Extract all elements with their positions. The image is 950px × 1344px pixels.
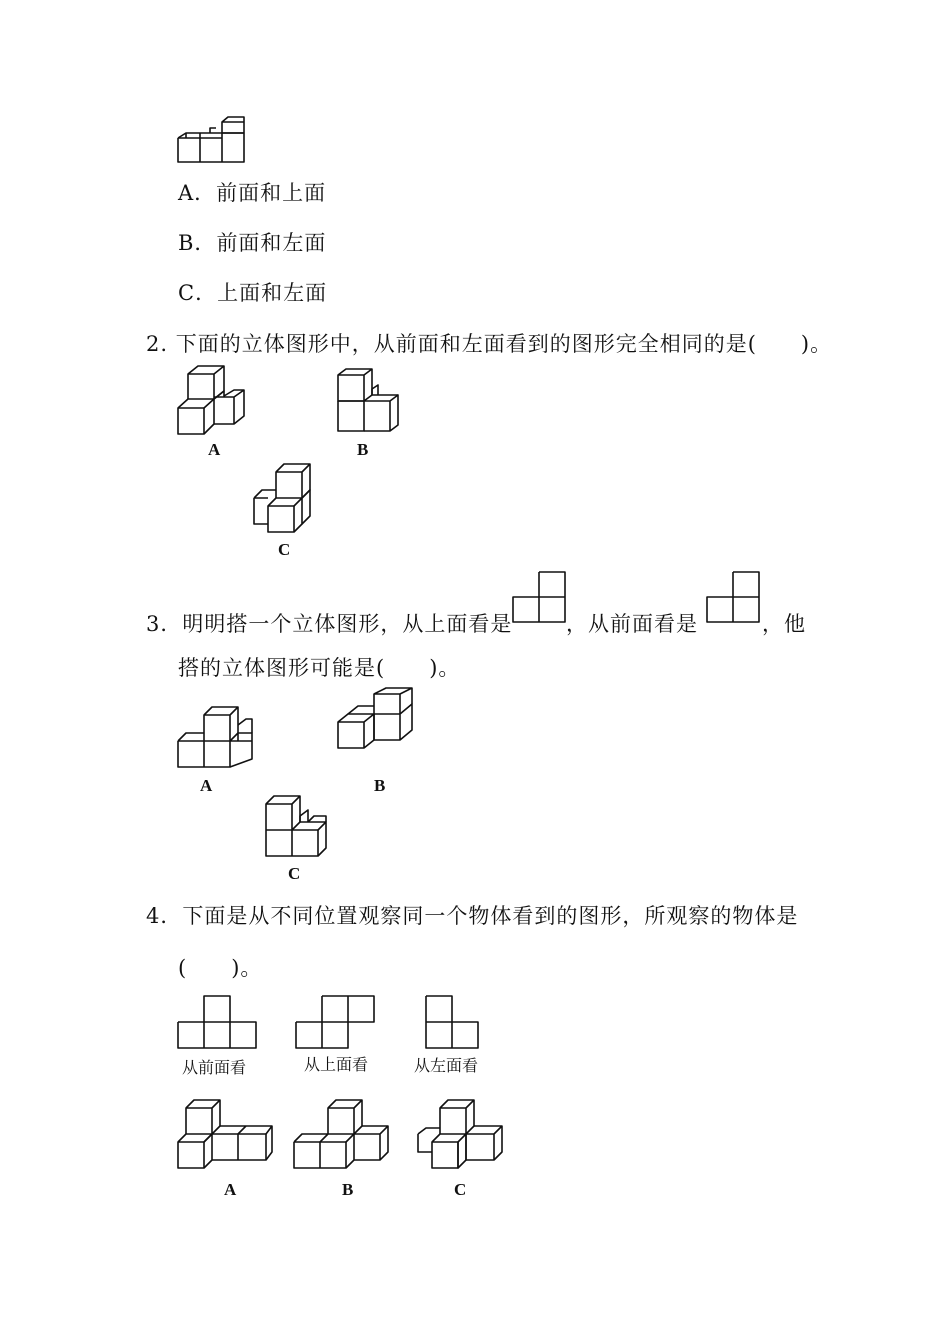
q3-line1-part2: ，从前面看是 — [566, 612, 698, 636]
q3-front-view-icon — [706, 570, 762, 624]
q2-label-b: B — [357, 440, 369, 459]
q2-label-a: A — [208, 440, 221, 459]
option-letter: C． — [178, 281, 218, 305]
q4-line2: ( )。 — [178, 956, 263, 980]
q4-label-c: C — [454, 1180, 467, 1199]
option-letter: A． — [178, 181, 217, 205]
option-text: 前面和左面 — [216, 231, 327, 255]
q2-text: 2. 下面的立体图形中，从前面和左面看到的图形完全相同的是( )。 — [146, 332, 833, 356]
q3-figure-b[interactable] — [336, 686, 416, 764]
q3-figure-c[interactable] — [264, 794, 334, 860]
q4-left-view — [424, 996, 482, 1052]
q3-label-c: C — [288, 864, 301, 883]
q4-label-a: A — [224, 1180, 237, 1199]
q4-top-view-caption: 从上面看 — [304, 1055, 369, 1074]
q4-figure-a[interactable] — [176, 1094, 280, 1172]
q4-front-view — [176, 996, 258, 1052]
q1-option-a[interactable] — [178, 177, 326, 207]
q4-front-view-caption: 从前面看 — [182, 1058, 247, 1077]
q1-option-c[interactable] — [178, 277, 327, 307]
q2-figure-c[interactable] — [250, 462, 316, 534]
q3-line1-part3: ，他 — [762, 612, 806, 636]
q4-figure-c[interactable] — [414, 1094, 510, 1172]
q4-figure-b[interactable] — [292, 1094, 396, 1172]
q3-label-a: A — [200, 776, 213, 795]
q1-cube-figure — [176, 114, 248, 166]
q3-line2: 搭的立体图形可能是( )。 — [178, 656, 461, 680]
q3-label-b: B — [374, 776, 386, 795]
q2-label-c: C — [278, 540, 291, 559]
option-text: 前面和上面 — [216, 181, 327, 205]
q3-line1-part1: 3．明明搭一个立体图形，从上面看是 — [146, 612, 513, 636]
q2-figure-b[interactable] — [336, 367, 402, 435]
option-text: 上面和左面 — [217, 281, 328, 305]
q3-top-view-icon — [512, 570, 568, 624]
q4-top-view — [294, 996, 376, 1052]
q4-label-b: B — [342, 1180, 354, 1199]
q2-figure-a[interactable] — [176, 364, 250, 438]
q3-figure-a[interactable] — [176, 703, 254, 769]
q4-line1: 4．下面是从不同位置观察同一个物体看到的图形，所观察的物体是 — [146, 904, 799, 928]
q4-left-view-caption: 从左面看 — [414, 1056, 479, 1075]
option-letter: B． — [178, 231, 217, 255]
q1-option-b[interactable] — [178, 227, 326, 257]
